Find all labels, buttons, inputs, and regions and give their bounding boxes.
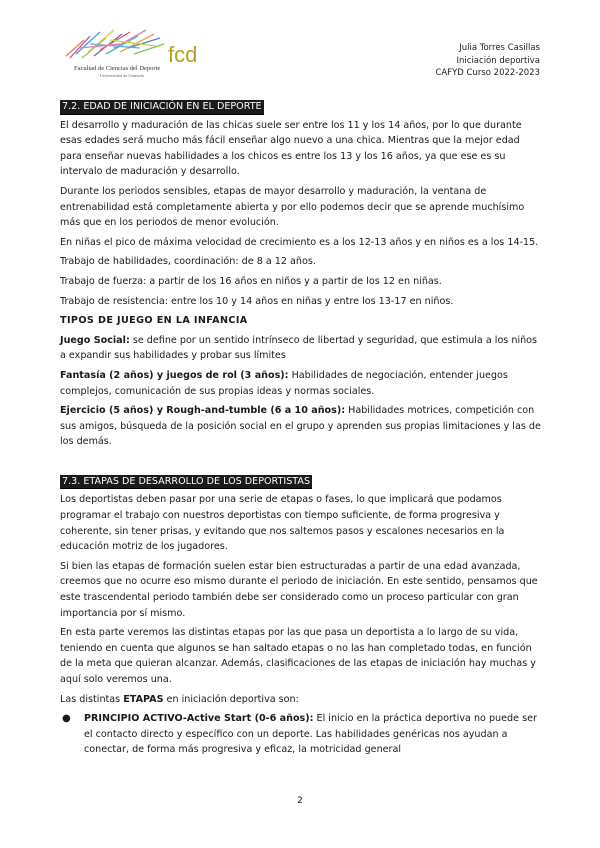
paragraph-juego-social [60, 333, 544, 364]
definition: Habilidades motrices, competición con sus amigos, búsqueda de la posición social en el grupo y aprenden sus propias limitaciones y las de los demás. [60, 405, 541, 448]
header-course: Iniciación deportiva [456, 55, 540, 66]
text: Las distintas [60, 693, 124, 705]
paragraph: Los deportistas deben pasar por una serie de etapas o fases, lo que implicará que podamos programar el trabajo con nuestros deportistas con tiempo suficiente, de forma progresiva y coherente, sin tener prisas, y evitando que nos saltemos pasos y escalones necesarios en la educación motriz de los jugadores. [60, 494, 505, 553]
faculty-logo [60, 18, 230, 80]
logo-fcd-text: fcd [168, 42, 198, 67]
paragraph: Trabajo de habilidades, coordinación: de 8 a 12 años. [60, 256, 316, 268]
section-heading-7-3: 7.3. ETAPAS DE DESARROLLO DE LOS DEPORTISTAS [60, 475, 312, 490]
section-heading-wrapper [60, 99, 544, 115]
bullet-icon: ● [62, 713, 71, 725]
logo-caption: Facultad de Ciencias del Deporte [74, 65, 161, 72]
list-item [60, 711, 544, 758]
term: PRINCIPIO ACTIVO-Active Start (0-6 años): [84, 713, 314, 725]
paragraph: Trabajo de resistencia: entre los 10 y 14 años en niñas y entre los 13-17 en niños. [60, 295, 454, 307]
term: Ejercicio (5 años) y Rough-and-tumble (6 a 10 años): [60, 405, 346, 417]
definition: El inicio en la práctica deportiva no puede ser el contacto directo y específico con un deporte. Las habilidades genéricas nos ayudan a conectar, de forma más progresiva y eficaz, la motricidad general [84, 713, 537, 756]
text: en iniciación deportiva son: [163, 693, 299, 705]
section-heading-wrapper [60, 474, 544, 490]
document-body [60, 99, 544, 758]
logo-subcaption: Universidad de Granada [100, 73, 144, 78]
term: Juego Social: [60, 334, 130, 346]
paragraph-etapas-intro [60, 692, 544, 708]
term: ETAPAS [123, 693, 164, 705]
paragraph: Si bien las etapas de formación suelen estar bien estructuradas a partir de una edad avanzada, creemos que no ocurre eso mismo durante el periodo de iniciación. En este sentido, pensamos que este trascendental periodo también debe ser considerado como un proceso particular con gran importancia por sí mismo. [60, 560, 538, 619]
section-heading-7-2: 7.2. EDAD DE INICIACIÓN EN EL DEPORTE [60, 100, 264, 115]
paragraph: Trabajo de fuerza: a partir de los 16 años en niños y a partir de los 12 en niñas. [60, 275, 442, 287]
paragraph-fantasia [60, 368, 544, 399]
term: Fantasía (2 años) y juegos de rol (3 años): [60, 369, 289, 381]
etapas-list [60, 711, 544, 758]
paragraph-ejercicio [60, 403, 544, 450]
paragraph: El desarrollo y maduración de las chicas suele ser entre los 11 y los 14 años, por lo que durante esas edades será mucho más fácil enseñar algo nuevo a una chica. Mientras que la mejor edad para enseñar nuevas habilidades a los chicos es entre los 13 y los 16 años, ya que ese es su intervalo de maduración y desarrollo. [60, 119, 522, 178]
subheading-tipos-de-juego: TIPOS DE JUEGO EN LA INFANCIA [60, 315, 248, 327]
paragraph: En esta parte veremos las distintas etapas por las que pasa un deportista a lo largo de su vida, teniendo en cuenta que algunos se han saltado etapas o no las han completado todas, en función de la meta que quieran alcanzar. Además, clasificaciones de las etapas de iniciación hay muchas y aquí solo veremos una. [60, 627, 536, 685]
definition: se define por un sentido intrínseco de libertad y seguridad, que estimula a los niños a expandir sus habilidades y probar sus límites [60, 334, 538, 362]
page-header [435, 42, 540, 80]
header-program: CAFYD Curso 2022-2023 [435, 68, 540, 78]
paragraph: En niñas el pico de máxima velocidad de crecimiento es a los 12-13 años y en niños es a los 14-15. [60, 236, 539, 248]
logo-graphic [60, 18, 230, 80]
paragraph: Durante los periodos sensibles, etapas de mayor desarrollo y maduración, la ventana de entrenabilidad está completamente abierta y por ello podemos decir que se aprende muchísimo más que en los periodos de menor evolución. [60, 185, 525, 229]
definition: Habilidades de negociación, entender juegos complejos, comunicación de sus propias ideas y normas sociales. [60, 369, 508, 397]
header-author: Julia Torres Casillas [459, 43, 540, 53]
page-number: 2 [297, 796, 303, 806]
